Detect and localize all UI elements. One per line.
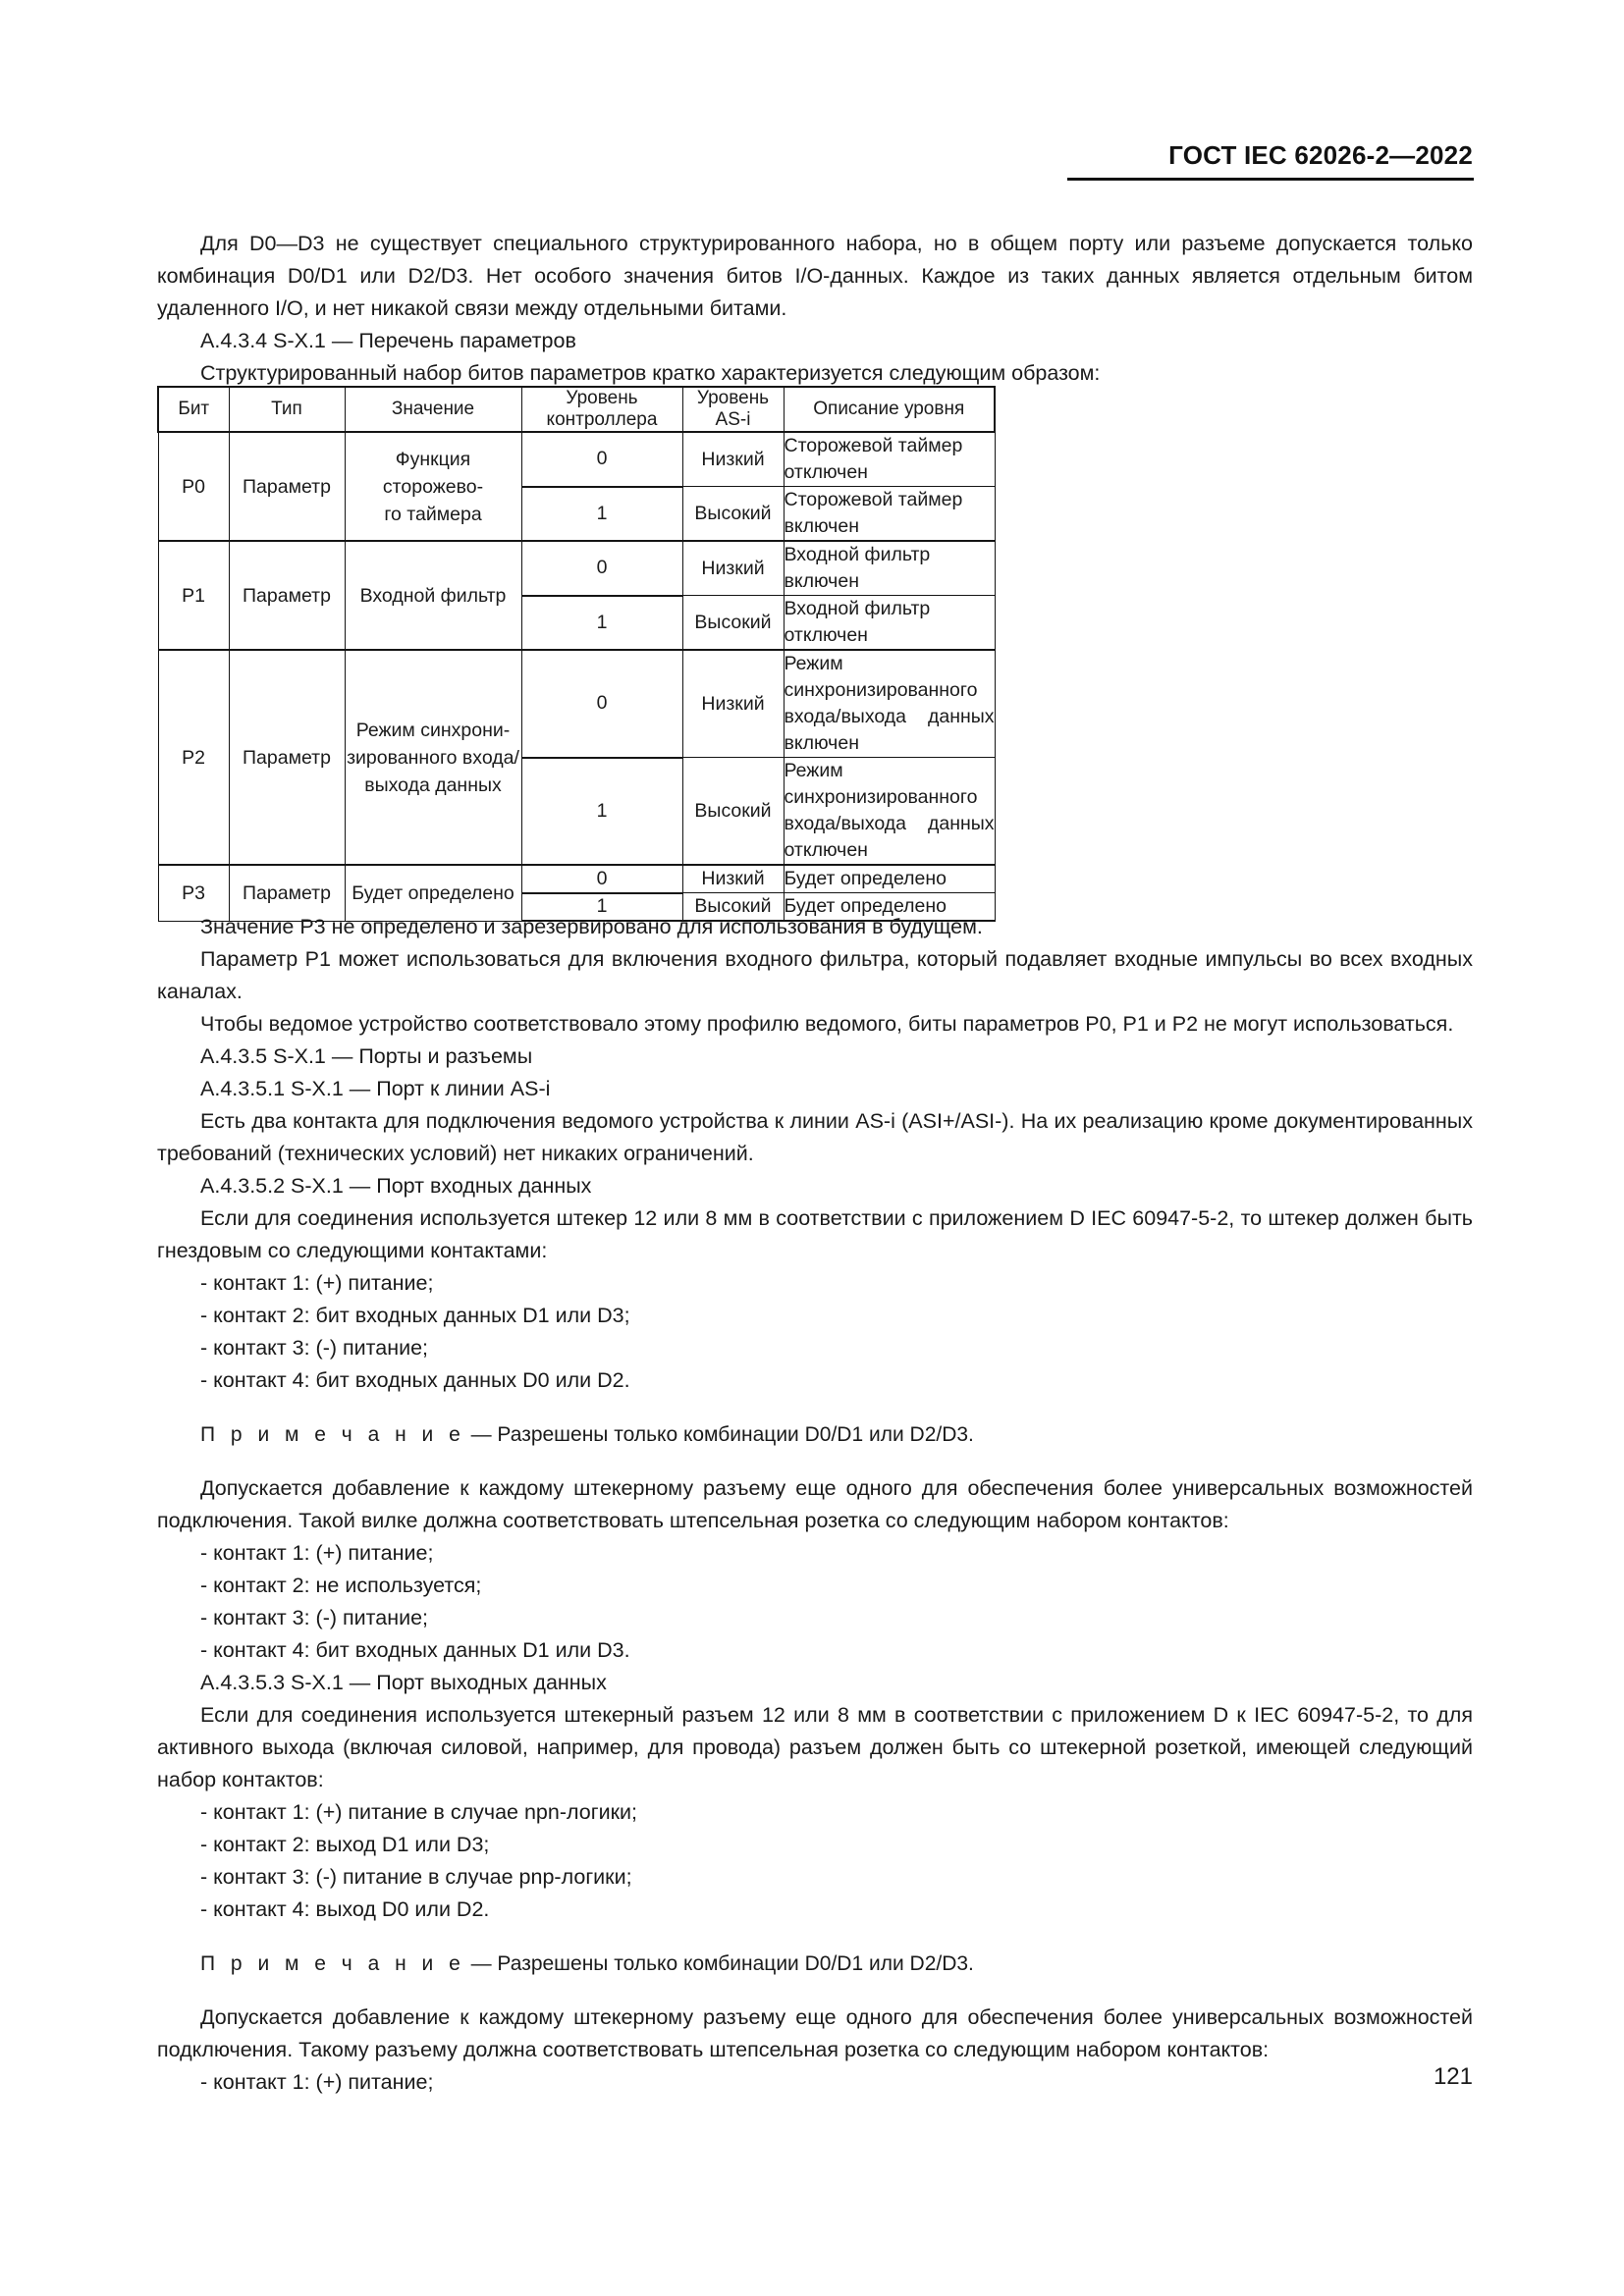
heading-a-4-3-5: A.4.3.5 S-X.1 — Порты и разъемы (200, 1044, 533, 1068)
note-label: П р и м е ч а н и е (200, 1423, 465, 1446)
list-item: - контакт 4: выход D0 или D2. (200, 1897, 490, 1921)
heading-a-4-3-5-3: A.4.3.5.3 S-X.1 — Порт выходных данных (200, 1671, 607, 1694)
list-item: - контакт 2: бит входных данных D1 или D3; (200, 1304, 630, 1327)
list-item: - контакт 3: (-) питание в случае pnp-логики; (200, 1865, 632, 1889)
document-body (157, 228, 1473, 390)
table-row (158, 865, 995, 893)
cell-description: Входной фильтр включен (784, 541, 995, 596)
spacer (157, 1451, 1473, 1472)
intro-paragraph-1: Для D0—D3 не существует специального структурированного набора, но в общем порту или разъеме допускается только комбинация D0/D1 или D2/D3. Нет особого значения битов I/O-данных. Каждое из таких данных является отдельным битом удаленного I/O, и нет никакой связи между отдельными битами. (157, 232, 1473, 320)
heading-a-4-3-5-2: A.4.3.5.2 S-X.1 — Порт входных данных (200, 1174, 592, 1198)
paragraph-profile-bits: Чтобы ведомое устройство соответствовало этому профилю ведомого, биты параметров P0, P1 и P2 не могут использоваться. (200, 1012, 1454, 1036)
cell-type: Параметр (229, 865, 345, 921)
intro-paragraph-2: Структурированный набор битов параметров кратко характеризуется следующим образом: (200, 361, 1101, 385)
list-item: - контакт 2: не используется; (200, 1574, 482, 1597)
paragraph-extra-output-socket: Допускается добавление к каждому штекерному разъему еще одного для обеспечения более универсальных возможностей подключения. Такому разъему должна соответствовать штепсельная розетка со следующим набором контактов: (157, 2005, 1473, 2061)
cell-description: Режим синхронизированного входа/выхода данных включен (784, 650, 995, 758)
cell-controller-level: 0 (521, 650, 682, 758)
col-header-bit: Бит (158, 387, 229, 432)
table-row (158, 541, 995, 596)
cell-bit: P0 (158, 432, 229, 541)
cell-asi-level: Низкий (682, 541, 784, 596)
cell-bit: P2 (158, 650, 229, 865)
list-item: - контакт 3: (-) питание; (200, 1606, 429, 1629)
cell-controller-level: 0 (521, 865, 682, 893)
parameter-bits-table (157, 386, 996, 922)
page-header-standard-title: ГОСТ IEC 62026-2—2022 (1168, 140, 1473, 170)
cell-asi-level: Низкий (682, 432, 784, 487)
cell-asi-level: Низкий (682, 650, 784, 758)
note-label: П р и м е ч а н и е (200, 1952, 465, 1975)
paragraph-output-plug: Если для соединения используется штекерный разъем 12 или 8 мм в соответствии с приложением D к IEC 60947-5-2, то для активного выхода (включая силовой, например, для провода) разъем должен быть со штекерной розеткой, имеющей следующий набор контактов: (157, 1703, 1473, 1791)
cell-controller-level: 1 (521, 487, 682, 542)
note-output-combinations (157, 1948, 1473, 1980)
list-item: - контакт 4: бит входных данных D0 или D2. (200, 1368, 630, 1392)
cell-controller-level: 0 (521, 432, 682, 487)
paragraph-asi-line-contacts: Есть два контакта для подключения ведомого устройства к линии AS-i (ASI+/ASI-). На их реализацию кроме документированных требований (технических условий) нет никаких ограничений. (157, 1109, 1473, 1165)
col-header-value: Значение (345, 387, 521, 432)
cell-type: Параметр (229, 541, 345, 650)
col-header-type: Тип (229, 387, 345, 432)
page-number: 121 (1433, 2063, 1473, 2090)
cell-asi-level: Высокий (682, 596, 784, 651)
paragraph-extra-plug-socket: Допускается добавление к каждому штекерному разъему еще одного для обеспечения более универсальных возможностей подключения. Такой вилке должна соответствовать штепсельная розетка со следующим набором контактов: (157, 1476, 1473, 1532)
cell-asi-level: Высокий (682, 893, 784, 922)
cell-description: Сторожевой таймер включен (784, 487, 995, 542)
cell-controller-level: 1 (521, 893, 682, 922)
table-row (158, 432, 995, 487)
table-header (158, 387, 995, 432)
note-text: — Разрешены только комбинации D0/D1 или D2/D3. (464, 1423, 974, 1446)
parameter-bits-table-wrapper (157, 386, 994, 922)
header-rule (1067, 178, 1474, 181)
heading-a-4-3-5-1: A.4.3.5.1 S-X.1 — Порт к линии AS-i (200, 1077, 551, 1100)
cell-description: Сторожевой таймер отключен (784, 432, 995, 487)
col-header-controller: Уровень контроллера (521, 387, 682, 432)
cell-description: Будет определено (784, 893, 995, 922)
list-item: - контакт 1: (+) питание; (200, 1271, 434, 1295)
cell-type: Параметр (229, 432, 345, 541)
cell-value: Функция сторожево- го таймера (345, 432, 521, 541)
cell-controller-level: 0 (521, 541, 682, 596)
cell-description: Входной фильтр отключен (784, 596, 995, 651)
paragraph-p3-undefined: Значение P3 не определено и зарезервировано для использования в будущем. (200, 915, 983, 938)
cell-asi-level: Высокий (682, 487, 784, 542)
cell-type: Параметр (229, 650, 345, 865)
list-item: - контакт 4: бит входных данных D1 или D3. (200, 1638, 630, 1662)
cell-value: Входной фильтр (345, 541, 521, 650)
note-text: — Разрешены только комбинации D0/D1 или D2/D3. (464, 1952, 974, 1975)
table-row (158, 650, 995, 758)
col-header-asi: Уровень AS-i (682, 387, 784, 432)
cell-asi-level: Высокий (682, 758, 784, 866)
paragraph-input-plug: Если для соединения используется штекер 12 или 8 мм в соответствии с приложением D IEC 60947-5-2, то штекер должен быть гнездовым со следующими контактами: (157, 1206, 1473, 1262)
cell-value: Режим синхрони- зированного входа/ выхода данных (345, 650, 521, 865)
cell-controller-level: 1 (521, 758, 682, 866)
note-input-combinations (157, 1418, 1473, 1451)
list-item: - контакт 3: (-) питание; (200, 1336, 429, 1360)
document-body-lower (157, 911, 1473, 2099)
list-item: - контакт 1: (+) питание; (200, 1541, 434, 1565)
spacer (157, 1397, 1473, 1418)
cell-bit: P3 (158, 865, 229, 921)
spacer (157, 1926, 1473, 1948)
cell-description: Режим синхронизированного входа/выхода данных отключен (784, 758, 995, 866)
table-body (158, 432, 995, 921)
list-item: - контакт 1: (+) питание; (200, 2070, 434, 2094)
cell-controller-level: 1 (521, 596, 682, 651)
cell-description: Будет определено (784, 865, 995, 893)
list-item: - контакт 1: (+) питание в случае npn-логики; (200, 1800, 637, 1824)
table-header-row (158, 387, 995, 432)
list-item: - контакт 2: выход D1 или D3; (200, 1833, 490, 1856)
heading-a-4-3-4: A.4.3.4 S-X.1 — Перечень параметров (200, 329, 576, 352)
cell-value: Будет определено (345, 865, 521, 921)
col-header-description: Описание уровня (784, 387, 995, 432)
spacer (157, 1980, 1473, 2002)
cell-asi-level: Низкий (682, 865, 784, 893)
cell-bit: P1 (158, 541, 229, 650)
paragraph-p1-filter: Параметр P1 может использоваться для включения входного фильтра, который подавляет входные импульсы во всех входных каналах. (157, 947, 1473, 1003)
